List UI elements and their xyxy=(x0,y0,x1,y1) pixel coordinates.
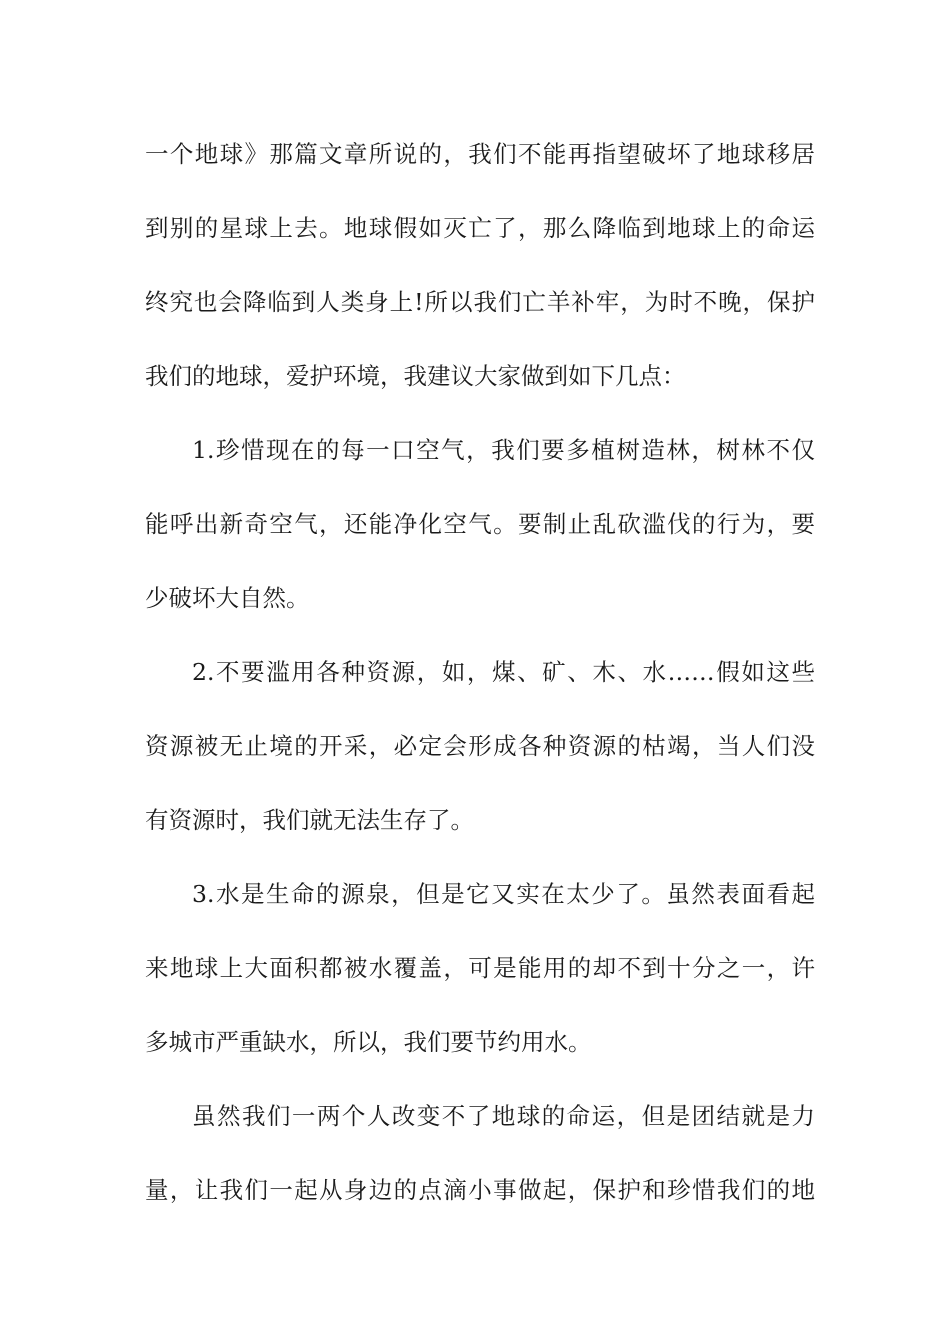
text-line: 资源被无止境的开采，必定会形成各种资源的枯竭，当人们没 xyxy=(145,732,815,760)
text-line: 到别的星球上去。地球假如灭亡了，那么降临到地球上的命运 xyxy=(145,214,815,242)
list-item-1-line: 1.珍惜现在的每一口空气，我们要多植树造林，树林不仅 xyxy=(192,436,815,464)
paragraph-start-line: 虽然我们一两个人改变不了地球的命运，但是团结就是力 xyxy=(192,1102,815,1130)
text-line: 量，让我们一起从身边的点滴小事做起，保护和珍惜我们的地 xyxy=(145,1176,815,1204)
list-item-3-line: 3.水是生命的源泉，但是它又实在太少了。虽然表面看起 xyxy=(192,880,815,908)
text-line: 来地球上大面积都被水覆盖，可是能用的却不到十分之一，许 xyxy=(145,954,815,982)
list-item-2-line: 2.不要滥用各种资源，如，煤、矿、木、水……假如这些 xyxy=(192,658,815,686)
text-line: 有资源时，我们就无法生存了。 xyxy=(145,806,474,834)
text-line: 少破坏大自然。 xyxy=(145,584,310,612)
text-line: 一个地球》那篇文章所说的，我们不能再指望破坏了地球移居 xyxy=(145,140,815,168)
text-line: 终究也会降临到人类身上!所以我们亡羊补牢，为时不晚，保护 xyxy=(145,288,815,316)
text-line: 能呼出新奇空气，还能净化空气。要制止乱砍滥伐的行为，要 xyxy=(145,510,815,538)
text-line: 我们的地球，爱护环境，我建议大家做到如下几点： xyxy=(145,362,686,390)
text-line: 多城市严重缺水，所以，我们要节约用水。 xyxy=(145,1028,592,1056)
